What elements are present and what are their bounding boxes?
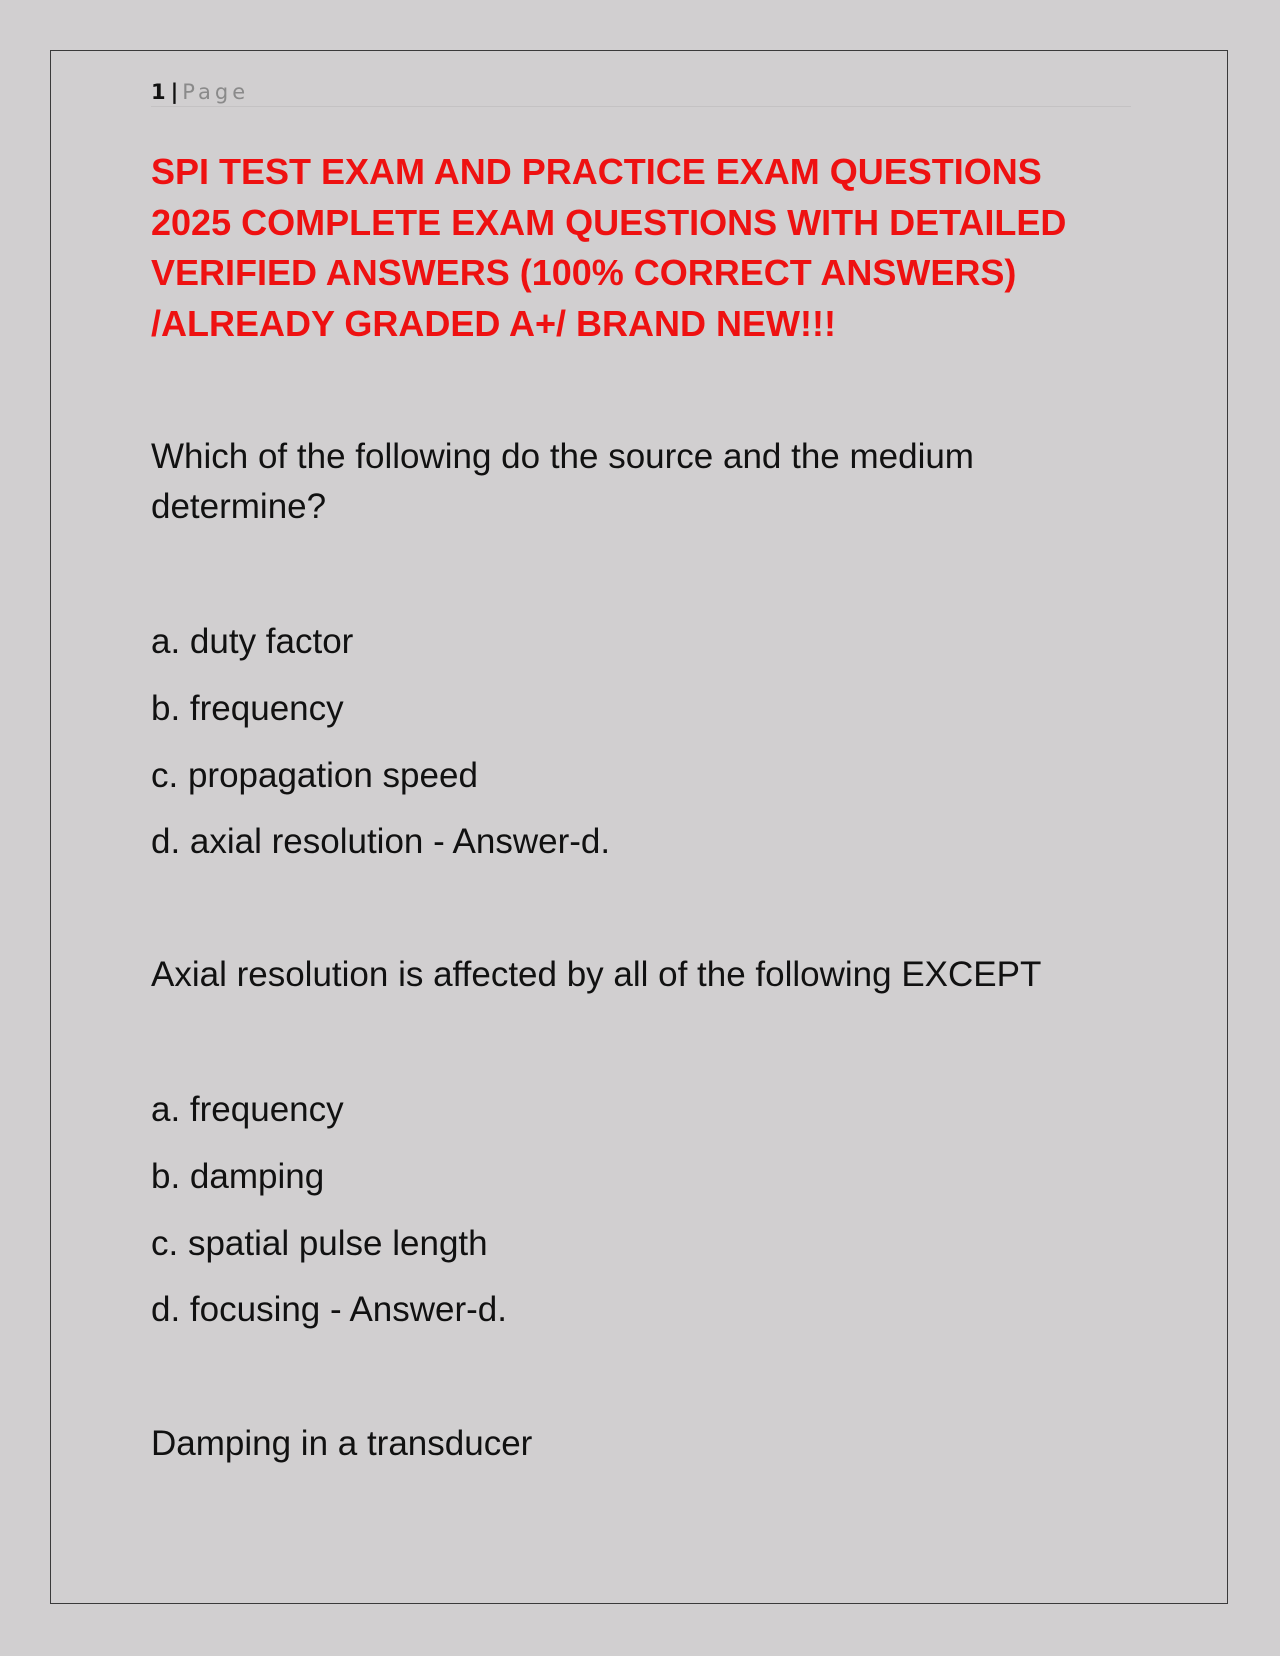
page-label: Page xyxy=(182,80,250,104)
title-line: SPI TEST EXAM AND PRACTICE EXAM QUESTIONS xyxy=(151,151,1042,192)
question-1-option-c: c. propagation speed xyxy=(151,756,478,795)
title-line: 2025 COMPLETE EXAM QUESTIONS WITH DETAILED xyxy=(151,201,1067,243)
question-2-option-d: d. focusing - Answer-d. xyxy=(151,1290,507,1329)
question-2-option-b: b. damping xyxy=(151,1157,325,1196)
question-2-option-a: a. frequency xyxy=(151,1090,344,1129)
page-separator: | xyxy=(170,80,179,104)
document-title xyxy=(151,147,1151,349)
question-1-option-b: b. frequency xyxy=(151,689,344,728)
question-1-line: Which of the following do the source and the medium xyxy=(151,437,974,476)
question-1-text xyxy=(151,432,974,532)
question-2-option-c: c. spatial pulse length xyxy=(151,1224,488,1263)
question-1-option-a: a. duty factor xyxy=(151,622,354,661)
question-2-text: Axial resolution is affected by all of the following EXCEPT xyxy=(151,955,1042,994)
title-line: /ALREADY GRADED A+/ BRAND NEW!!! xyxy=(151,302,837,344)
page-header xyxy=(151,78,1131,107)
question-1-option-d: d. axial resolution - Answer-d. xyxy=(151,822,611,861)
title-line: VERIFIED ANSWERS (100% CORRECT ANSWERS) xyxy=(151,252,1017,293)
question-1-line: determine? xyxy=(151,487,327,526)
page-number: 1 xyxy=(151,80,166,104)
question-3-text: Damping in a transducer xyxy=(151,1424,533,1463)
